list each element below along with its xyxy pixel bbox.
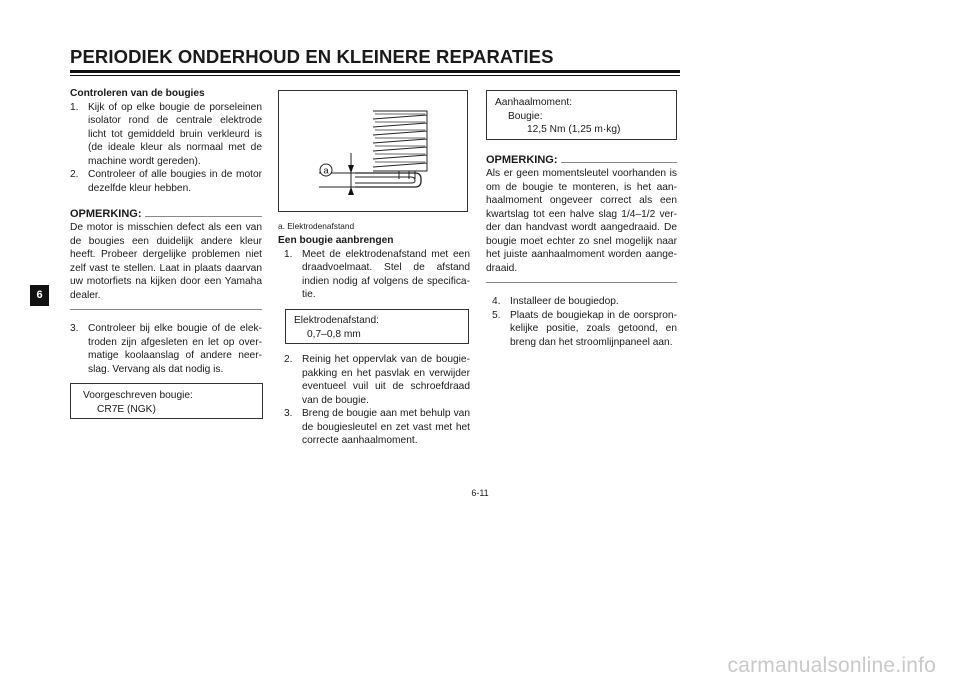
item-number: 1. (284, 248, 293, 260)
step-list (70, 101, 262, 196)
step-list (70, 322, 262, 376)
note-heading (486, 153, 677, 167)
list-item (284, 353, 470, 407)
note-heading-rule (561, 162, 678, 163)
column-2-lower (284, 353, 470, 448)
figure-callout: a (323, 165, 329, 177)
list-item (492, 309, 677, 350)
title-rule-thin (70, 75, 680, 76)
spec-value: CR7E (NGK) (97, 403, 156, 415)
item-number: 3. (284, 408, 293, 419)
step-list (278, 248, 470, 302)
spec-box-torque (486, 90, 677, 140)
item-text: Breng de bougie aan met behulp van de bougiesleutel en zet vast met het correcte aanhaalmoment. (302, 408, 470, 446)
item-number: 1. (70, 101, 79, 113)
list-item (492, 295, 677, 309)
item-text: Controleer of alle bougies in de motor dezelfde kleur hebben. (88, 169, 262, 194)
item-text: Installeer de bougiedop. (510, 296, 619, 307)
column-1 (70, 87, 262, 376)
item-text: Meet de elektrodenafstand met een draadvoelmaat. Stel de afstand indien nodig af volgens de specifica-tie. (302, 248, 470, 300)
figure-caption: a. Elektrodenafstand (278, 221, 355, 231)
list-item (70, 322, 262, 376)
note-heading-label: OPMERKING: (70, 208, 142, 220)
step-list (486, 295, 677, 349)
page-title: PERIODIEK ONDERHOUD EN KLEINERE REPARATIES (70, 46, 554, 67)
note-text: Als er geen momentsleutel voorhanden is om de bougie te monteren, is het aan-haalmoment ongeveer correct als een kwartslag tot een halve slag 1/4–1/2 ver-der dan handvast wordt aangedraaid. De bougie moet echter zo snel mogelijk naar het juiste aanhaalmoment worden aange-draaid. (486, 168, 677, 274)
item-number: 3. (70, 323, 79, 334)
note-heading-label: OPMERKING: (486, 154, 558, 166)
list-item (70, 101, 262, 169)
spec-label: Aanhaalmoment: (495, 97, 573, 108)
column-2 (278, 221, 470, 302)
section-tab: 6 (30, 285, 49, 306)
spec-value: 12,5 Nm (1,25 m·kg) (527, 124, 621, 135)
item-number: 4. (492, 296, 501, 307)
spec-box-spark-plug (70, 383, 263, 419)
spec-sublabel: Bougie: (508, 110, 543, 122)
item-number: 5. (492, 309, 501, 321)
section-heading: Controleren van de bougies (70, 88, 205, 99)
spark-plug-figure (278, 90, 468, 212)
note-text: De motor is misschien defect als een van de bougies een duidelijk andere kleur heeft. Probeer dergelijke problemen niet zelf vast te stellen. Laat in plaats daarvan uw motorfiets na kijken door een Yamaha dealer. (70, 222, 262, 301)
spec-label: Elektrodenafstand: (294, 315, 379, 326)
spec-label: Voorgeschreven bougie: (83, 390, 193, 401)
item-text: Reinig het oppervlak van de bougie-pakking en het pasvlak en verwijder eventueel vuil uit de schroefdraad van de bougie. (302, 354, 470, 406)
list-item (284, 407, 470, 448)
page-number: 6-11 (471, 488, 489, 498)
item-number: 2. (284, 354, 293, 365)
section-heading: Een bougie aanbrengen (278, 235, 394, 246)
list-item (284, 248, 470, 302)
title-rule-thick (70, 70, 680, 73)
item-text: Plaats de bougiekap in de oorspron-kelijke positie, zoals getoond, en breng dan het stroomlijnpaneel aan. (510, 309, 677, 348)
spark-plug-gap-illustration (279, 91, 467, 211)
spec-value: 0,7–0,8 mm (307, 328, 361, 340)
item-text: Controleer bij elke bougie of de elek-troden zijn afgesleten en let op over-matige koolaanslag of andere neer-slag. Vervang als dat nodig is. (88, 323, 262, 375)
column-3 (486, 153, 677, 349)
list-item (70, 168, 262, 195)
note-heading-rule (145, 216, 263, 217)
spec-box-electrode-gap (285, 309, 469, 344)
step-list (284, 353, 470, 448)
item-text: Kijk of op elke bougie de porseleinen isolator rond de centrale elektrode licht tot gemiddeld bruin verkleurd is (de ideale kleur als normaal met de machine wordt gereden). (88, 101, 262, 167)
note-heading (70, 207, 262, 221)
item-number: 2. (70, 169, 79, 180)
watermark: carmanualsonline.info (727, 654, 936, 677)
